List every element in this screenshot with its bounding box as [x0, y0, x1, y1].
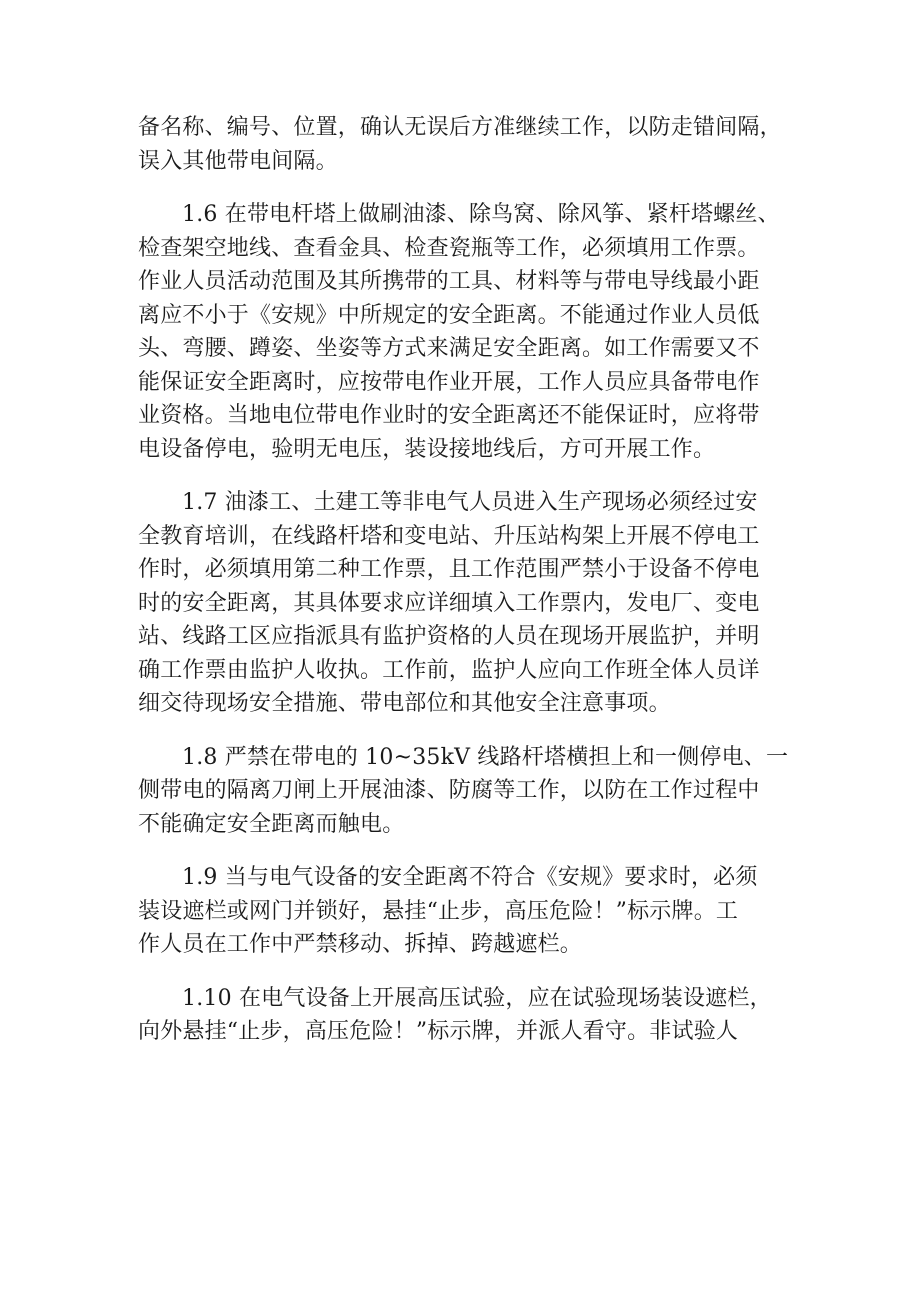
text-line: 头、弯腰、蹲姿、坐姿等方式来满足安全距离。如工作需要又不: [138, 336, 760, 361]
document-body: [138, 111, 803, 1069]
text-line: 作时，必须填用第二种工作票，且工作范围严禁小于设备不停电: [138, 557, 760, 582]
text-line: 细交待现场安全措施、带电部位和其他安全注意事项。: [138, 691, 671, 716]
paragraph-continuation: [138, 111, 803, 178]
paragraph-1-10: [138, 982, 803, 1049]
text-line: 1.9 当与电气设备的安全距离不符合《安规》要求时，必须: [182, 865, 758, 890]
text-line: 作业人员活动范围及其所携带的工具、材料等与带电导线最小距: [138, 269, 760, 294]
text-line: 侧带电的隔离刀闸上开展油漆、防腐等工作，以防在工作过程中: [138, 778, 760, 803]
paragraph-1-7: [138, 486, 803, 721]
text-line: 离应不小于《安规》中所规定的安全距离。不能通过作业人员低: [138, 302, 760, 328]
text-line: 1.8 严禁在带电的 10~35kV 线路杆塔横担上和一侧停电、一: [182, 744, 789, 770]
text-line: 装设遮栏或网门并锁好，悬挂“止步，高压危险！”标示牌。工: [138, 898, 739, 924]
text-line: 业资格。当地电位带电作业时的安全距离还不能保证时，应将带: [138, 403, 760, 428]
text-line: 能保证安全距离时，应按带电作业开展，工作人员应具备带电作: [138, 369, 760, 395]
paragraph-1-6: [138, 198, 803, 466]
paragraph-1-9: [138, 861, 803, 962]
text-line: 1.10 在电气设备上开展高压试验，应在试验现场装设遮栏，: [182, 985, 772, 1011]
text-line: 向外悬挂“止步，高压危险！”标示牌，并派人看守。非试验人: [138, 1019, 739, 1044]
text-line: 检查架空地线、查看金具、检查瓷瓶等工作，必须填用工作票。: [138, 235, 760, 261]
text-line: 电设备停电，验明无电压，装设接地线后，方可开展工作。: [138, 436, 716, 462]
text-line: 时的安全距离，其具体要求应详细填入工作票内，发电厂、变电: [138, 590, 760, 616]
text-line: 1.7 油漆工、土建工等非电气人员进入生产现场必须经过安: [182, 490, 758, 515]
text-line: 确工作票由监护人收执。工作前，监护人应向工作班全体人员详: [138, 657, 760, 683]
text-line: 不能确定安全距离而触电。: [138, 811, 405, 837]
paragraph-1-8: [138, 741, 803, 842]
text-line: 备名称、编号、位置，确认无误后方准继续工作，以防走错间隔，: [138, 115, 782, 140]
text-line: 1.6 在带电杆塔上做刷油漆、除鸟窝、除风筝、紧杆塔螺丝、: [182, 202, 780, 227]
text-line: 作人员在工作中严禁移动、拆掉、跨越遮栏。: [138, 932, 583, 957]
text-line: 站、线路工区应指派具有监护资格的人员在现场开展监护，并明: [138, 624, 760, 649]
text-line: 全教育培训，在线路杆塔和变电站、升压站构架上开展不停电工: [138, 523, 760, 549]
text-line: 误入其他带电间隔。: [138, 148, 338, 174]
